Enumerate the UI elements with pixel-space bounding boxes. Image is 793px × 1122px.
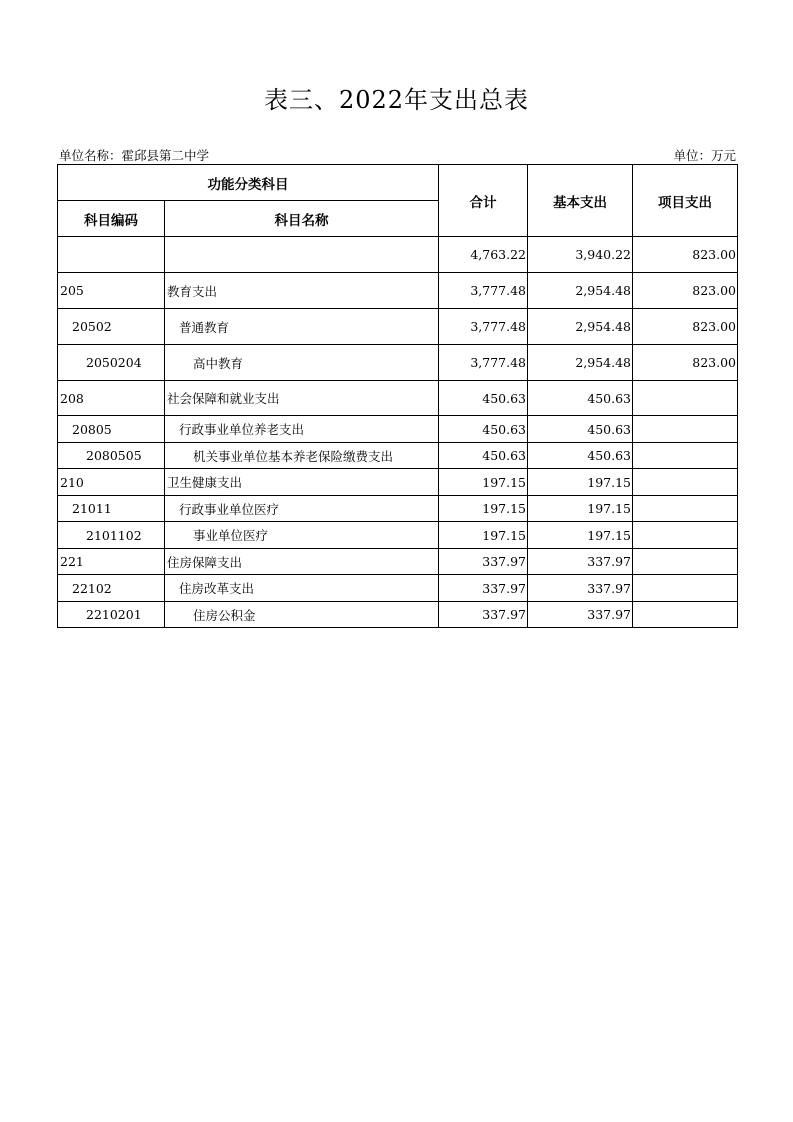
table-row-total [58, 237, 738, 273]
cell-basic: 197.15 [528, 522, 633, 549]
cell-name: 事业单位医疗 [165, 522, 439, 549]
cell-project [633, 549, 738, 575]
unit-label: 单位：万元 [673, 148, 736, 163]
cell-name: 社会保障和就业支出 [165, 381, 439, 416]
unit-name-label: 单位名称：霍邱县第二中学 [59, 148, 210, 163]
cell-total: 3,777.48 [439, 273, 528, 309]
header-function-category: 功能分类科目 [58, 165, 439, 201]
cell-project [633, 522, 738, 549]
cell-total: 197.15 [439, 522, 528, 549]
cell-code: 2080505 [58, 443, 165, 469]
cell-project [633, 469, 738, 496]
cell-total: 450.63 [439, 416, 528, 443]
cell-basic: 197.15 [528, 496, 633, 522]
header-subject-code: 科目编码 [58, 201, 165, 237]
cell-project: 823.00 [633, 309, 738, 345]
cell-basic: 337.97 [528, 602, 633, 628]
cell-name: 住房保障支出 [165, 549, 439, 575]
cell-total: 3,777.48 [439, 309, 528, 345]
cell-basic: 337.97 [528, 549, 633, 575]
table-row [58, 309, 738, 345]
cell-basic: 450.63 [528, 381, 633, 416]
cell-code: 221 [58, 549, 165, 575]
header-subject-name: 科目名称 [165, 201, 439, 237]
table-row [58, 416, 738, 443]
cell-code: 21011 [58, 496, 165, 522]
table-row [58, 602, 738, 628]
cell-total: 450.63 [439, 443, 528, 469]
expenditure-table [57, 164, 738, 628]
cell-total: 197.15 [439, 496, 528, 522]
table-row [58, 522, 738, 549]
cell-project [633, 575, 738, 602]
cell-basic: 450.63 [528, 416, 633, 443]
table-row [58, 345, 738, 381]
cell-basic: 337.97 [528, 575, 633, 602]
table-row [58, 496, 738, 522]
cell-basic: 3,940.22 [528, 237, 633, 273]
header-total: 合计 [439, 165, 528, 237]
table-row [58, 443, 738, 469]
cell-total: 3,777.48 [439, 345, 528, 381]
cell-code: 22102 [58, 575, 165, 602]
cell-name: 卫生健康支出 [165, 469, 439, 496]
cell-name: 行政事业单位医疗 [165, 496, 439, 522]
cell-total: 450.63 [439, 381, 528, 416]
cell-code: 2210201 [58, 602, 165, 628]
cell-total: 337.97 [439, 549, 528, 575]
cell-basic: 197.15 [528, 469, 633, 496]
cell-name: 普通教育 [165, 309, 439, 345]
cell-basic: 450.63 [528, 443, 633, 469]
cell-name: 住房公积金 [165, 602, 439, 628]
cell-project [633, 602, 738, 628]
header-basic-expenditure: 基本支出 [528, 165, 633, 237]
cell-name: 高中教育 [165, 345, 439, 381]
table-row [58, 273, 738, 309]
table-row [58, 381, 738, 416]
cell-total: 337.97 [439, 602, 528, 628]
cell-project: 823.00 [633, 273, 738, 309]
cell-project [633, 416, 738, 443]
cell-name [165, 237, 439, 273]
table-row [58, 469, 738, 496]
table-row [58, 549, 738, 575]
cell-name: 教育支出 [165, 273, 439, 309]
cell-basic: 2,954.48 [528, 309, 633, 345]
table-row [58, 575, 738, 602]
cell-project [633, 381, 738, 416]
cell-name: 机关事业单位基本养老保险缴费支出 [165, 443, 439, 469]
cell-code: 20805 [58, 416, 165, 443]
cell-code: 2101102 [58, 522, 165, 549]
cell-project [633, 496, 738, 522]
cell-name: 行政事业单位养老支出 [165, 416, 439, 443]
cell-code: 205 [58, 273, 165, 309]
cell-project: 823.00 [633, 237, 738, 273]
cell-total: 337.97 [439, 575, 528, 602]
cell-basic: 2,954.48 [528, 345, 633, 381]
page-title: 表三、2022年支出总表 [263, 86, 530, 114]
cell-total: 197.15 [439, 469, 528, 496]
header-project-expenditure: 项目支出 [633, 165, 738, 237]
cell-name: 住房改革支出 [165, 575, 439, 602]
cell-total: 4,763.22 [439, 237, 528, 273]
cell-code: 2050204 [58, 345, 165, 381]
cell-code: 208 [58, 381, 165, 416]
cell-basic: 2,954.48 [528, 273, 633, 309]
cell-code: 20502 [58, 309, 165, 345]
cell-project: 823.00 [633, 345, 738, 381]
cell-code: 210 [58, 469, 165, 496]
cell-code [58, 237, 165, 273]
cell-project [633, 443, 738, 469]
